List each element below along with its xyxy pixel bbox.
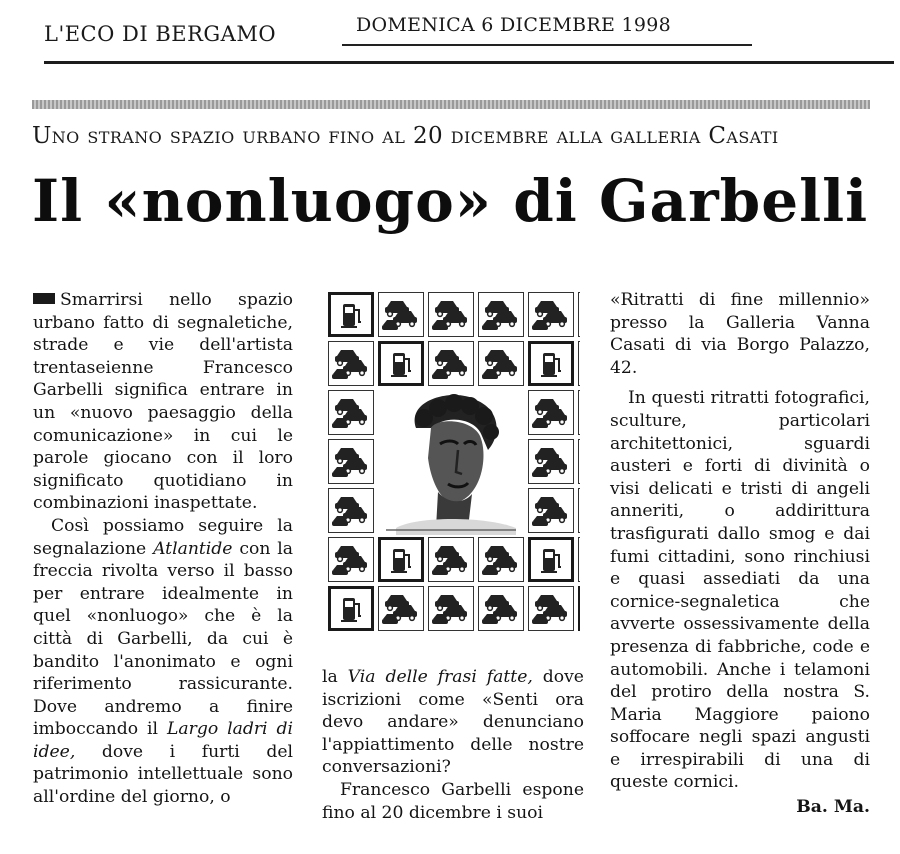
paragraph: Così possiamo seguire la segnalazione Atlantide con la freccia rivolta verso il basso per entrare idealmente in quel «nonluogo» che è la città di Garbelli, da cui è bandito l'anonimato e ogni riferimento rassicurante. Dove andremo a finire imboccando il Largo ladri di idee, dove i furti del patrimonio intellettuale sono all'ordine del giorno, o [33, 515, 293, 808]
traffic-jam-icon [578, 390, 580, 435]
traffic-jam-icon [578, 341, 580, 386]
fuel-pump-icon [328, 586, 374, 631]
lead-bullet-icon [33, 293, 55, 304]
fuel-pump-icon [528, 537, 574, 582]
traffic-jam-icon [378, 292, 424, 337]
traffic-jam-icon [528, 439, 574, 484]
fuel-pump-icon [378, 341, 424, 386]
header-rule [44, 61, 894, 64]
traffic-jam-icon [328, 488, 374, 533]
fuel-pump-icon [578, 586, 580, 631]
fuel-pump-icon [378, 537, 424, 582]
article-column-2 [322, 666, 584, 824]
issue-date: DOMENICA 6 DICEMBRE 1998 [356, 14, 672, 36]
article-kicker: Uno strano spazio urbano fino al 20 dicembre alla galleria Casati [32, 123, 779, 149]
emphasis-via: Via delle frasi fatte, [347, 667, 533, 687]
section-band [32, 100, 870, 109]
date-rule [342, 44, 752, 46]
paragraph: la Via delle frasi fatte, dove iscrizioni come «Senti ora devo andare» denunciano l'appiattimento delle nostre conversazioni? [322, 667, 584, 778]
statue-head-portrait [376, 388, 526, 535]
paragraph: In questi ritratti fotografici, sculture, particolari architettonici, sguardi austeri e forti di divinità o visi delicati e tristi di angeli anneriti, o addirittura trasfigurati dallo smog e dai fumi cittadini, sono rinchiusi e quasi assediati da una cornice-segnaletica che avverte ossessivamente della presenza di fabbriche, code e automobili. Anche i telamoni del protiro della nostra S. Maria Maggiore paiono soffocare negli spazi angusti e irrespirabili di una di queste cornici. [610, 388, 870, 793]
traffic-jam-icon [478, 341, 524, 386]
paragraph: Francesco Garbelli espone fino al 20 dicembre i suoi [322, 779, 584, 823]
statue-head-icon [376, 388, 526, 535]
traffic-jam-icon [478, 292, 524, 337]
traffic-jam-icon [428, 586, 474, 631]
traffic-jam-icon [328, 537, 374, 582]
traffic-jam-icon [378, 586, 424, 631]
article-column-1 [33, 289, 293, 809]
traffic-jam-icon [578, 292, 580, 337]
traffic-jam-icon [578, 537, 580, 582]
traffic-jam-icon [578, 439, 580, 484]
traffic-jam-icon [528, 488, 574, 533]
paragraph: Smarrirsi nello spazio urbano fatto di segnaletiche, strade e vie dell'artista trentaseienne Francesco Garbelli significa entrare in un «nuovo paesaggio della comunicazione» in cui le parole giocano con il loro significato quotidiano in combinazioni inaspettate. [33, 290, 293, 514]
article-column-3 [610, 289, 870, 819]
traffic-jam-icon [328, 390, 374, 435]
traffic-jam-icon [428, 292, 474, 337]
article-headline: Il «nonluogo» di Garbelli [32, 167, 869, 235]
traffic-jam-icon [478, 586, 524, 631]
traffic-jam-icon [528, 390, 574, 435]
traffic-jam-icon [328, 439, 374, 484]
traffic-jam-icon [428, 341, 474, 386]
traffic-jam-icon [428, 537, 474, 582]
traffic-jam-icon [328, 341, 374, 386]
traffic-jam-icon [578, 488, 580, 533]
traffic-jam-icon [528, 586, 574, 631]
fuel-pump-icon [528, 341, 574, 386]
emphasis-largo: Largo ladri di idee, [33, 719, 293, 762]
masthead: L'ECO DI BERGAMO [44, 22, 277, 46]
author-signature: Ba. Ma. [796, 797, 870, 818]
emphasis-atlantide: Atlantide [153, 538, 233, 559]
fuel-pump-icon [328, 292, 374, 337]
paragraph: «Ritratti di fine millennio» presso la Galleria Vanna Casati di via Borgo Palazzo, 42. [610, 290, 870, 378]
artwork-image [326, 290, 580, 638]
traffic-jam-icon [478, 537, 524, 582]
traffic-jam-icon [528, 292, 574, 337]
